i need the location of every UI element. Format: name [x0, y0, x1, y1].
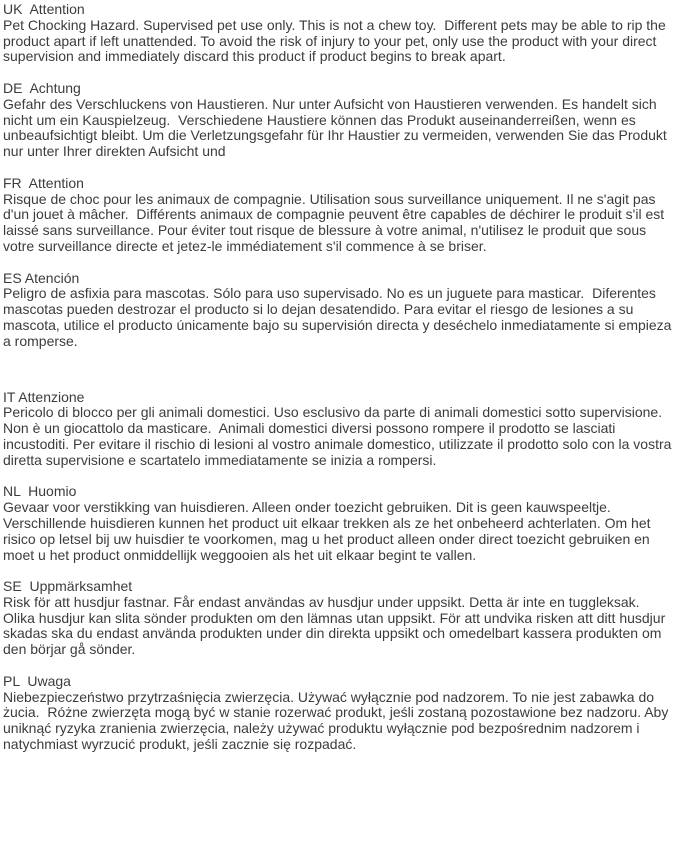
warning-section-de	[3, 81, 676, 160]
warning-section-uk	[3, 2, 676, 65]
section-body-pl: Niebezpieczeństwo przytrzaśnięcia zwierzęcia. Używać wyłącznie pod nadzorem. To nie jest zabawka do żucia. Różne zwierzęta mogą być w stanie rozerwać produkt, jeśli zostaną pozostawione bez nadzoru. Aby uniknąć ryzyka zranienia zwierzęcia, należy używać produktu wyłącznie pod bezpośrednim nadzorem i natychmiast wyrzucić produkt, jeśli zacznie się rozpadać.	[3, 688, 673, 753]
section-heading-es: ES Atención	[3, 269, 80, 286]
section-body-fr: Risque de choc pour les animaux de compagnie. Utilisation sous surveillance uniquement. Il ne s'agit pas d'un jouet à mâcher. Différents animaux de compagnie peuvent être capables de déchirer le produit s'il est laissé sans surveillance. Pour éviter tout risque de blessure à votre animal, n'utilisez le produit que sous votre surveillance directe et jetez-le immédiatement s'il commence à se briser.	[3, 190, 669, 254]
warning-section-se	[3, 579, 676, 658]
warning-section-it	[3, 390, 676, 469]
warning-section-nl	[3, 484, 676, 563]
section-heading-it: IT Attenzione	[3, 388, 85, 405]
warning-section-fr	[3, 176, 676, 255]
section-body-it: Pericolo di blocco per gli animali domestici. Uso esclusivo da parte di animali domestici sotto supervisione. Non è un giocattolo da masticare. Animali domestici diversi possono rompere il prodotto se lasciati incustoditi. Per evitare il rischio di lesioni al vostro animale domestico, utilizzate il prodotto solo con la vostra diretta supervisione e scartatelo immediatamente se inizia a rompersi.	[3, 404, 676, 468]
section-body-es: Peligro de asfixia para mascotas. Sólo para uso supervisado. No es un juguete para masticar. Diferentes mascotas pueden destrozar el producto si lo dejan desatendido. Para evitar el riesgo de lesiones a su mascota, utilice el producto únicamente bajo su supervisión directa y deséchelo inmediatamente si empieza a romperse.	[3, 285, 676, 349]
section-heading-se: SE Uppmärksamhet	[3, 578, 133, 595]
section-body-se: Risk för att husdjur fastnar. Får endast användas av husdjur under uppsikt. Detta är inte en tuggleksak. Olika husdjur kan slita sönder produkten om den lämnas utan uppsikt. För att undvika risken att ditt husdjur skadas ska du endast använda produkten under din direkta uppsikt och omedelbart kassera produkten om den börjar gå sönder.	[3, 593, 670, 658]
section-body-de: Gefahr des Verschluckens von Haustieren. Nur unter Aufsicht von Haustieren verwenden. Es handelt sich nicht um ein Kauspielzeug. Verschiedene Haustiere können das Produkt auseinanderreißen, wenn es unbeaufsichtigt bleibt. Um die Verletzungsgefahr für Ihr Haustier zu vermeiden, verwenden Sie das Produkt nur unter Ihrer direkten Aufsicht und	[3, 95, 671, 160]
section-body-uk: Pet Chocking Hazard. Supervised pet use only. This is not a chew toy. Different pets may be able to rip the product apart if left unattended. To avoid the risk of injury to your pet, only use the product with your direct supervision and immediately discard this product if product begins to break apart.	[3, 16, 670, 65]
section-heading-de: DE Achtung	[3, 79, 81, 96]
warning-section-es	[3, 271, 676, 350]
warning-section-pl	[3, 674, 676, 753]
section-body-nl: Gevaar voor verstikking van huisdieren. Alleen onder toezicht gebruiken. Dit is geen kauwspeeltje. Verschillende huisdieren kunnen het product uit elkaar trekken als ze het onbeheerd achterlaten. Om het risico op letsel bij uw huisdier te voorkomen, mag u het product alleen onder direct toezicht gebruiken en moet u het product onmiddellijk weggooien als het uit elkaar begint te vallen.	[3, 499, 655, 563]
section-heading-nl: NL Huomio	[3, 483, 77, 500]
section-heading-pl: PL Uwaga	[3, 672, 71, 689]
section-heading-fr: FR Attention	[3, 174, 84, 191]
section-heading-uk: UK Attention	[3, 1, 85, 17]
